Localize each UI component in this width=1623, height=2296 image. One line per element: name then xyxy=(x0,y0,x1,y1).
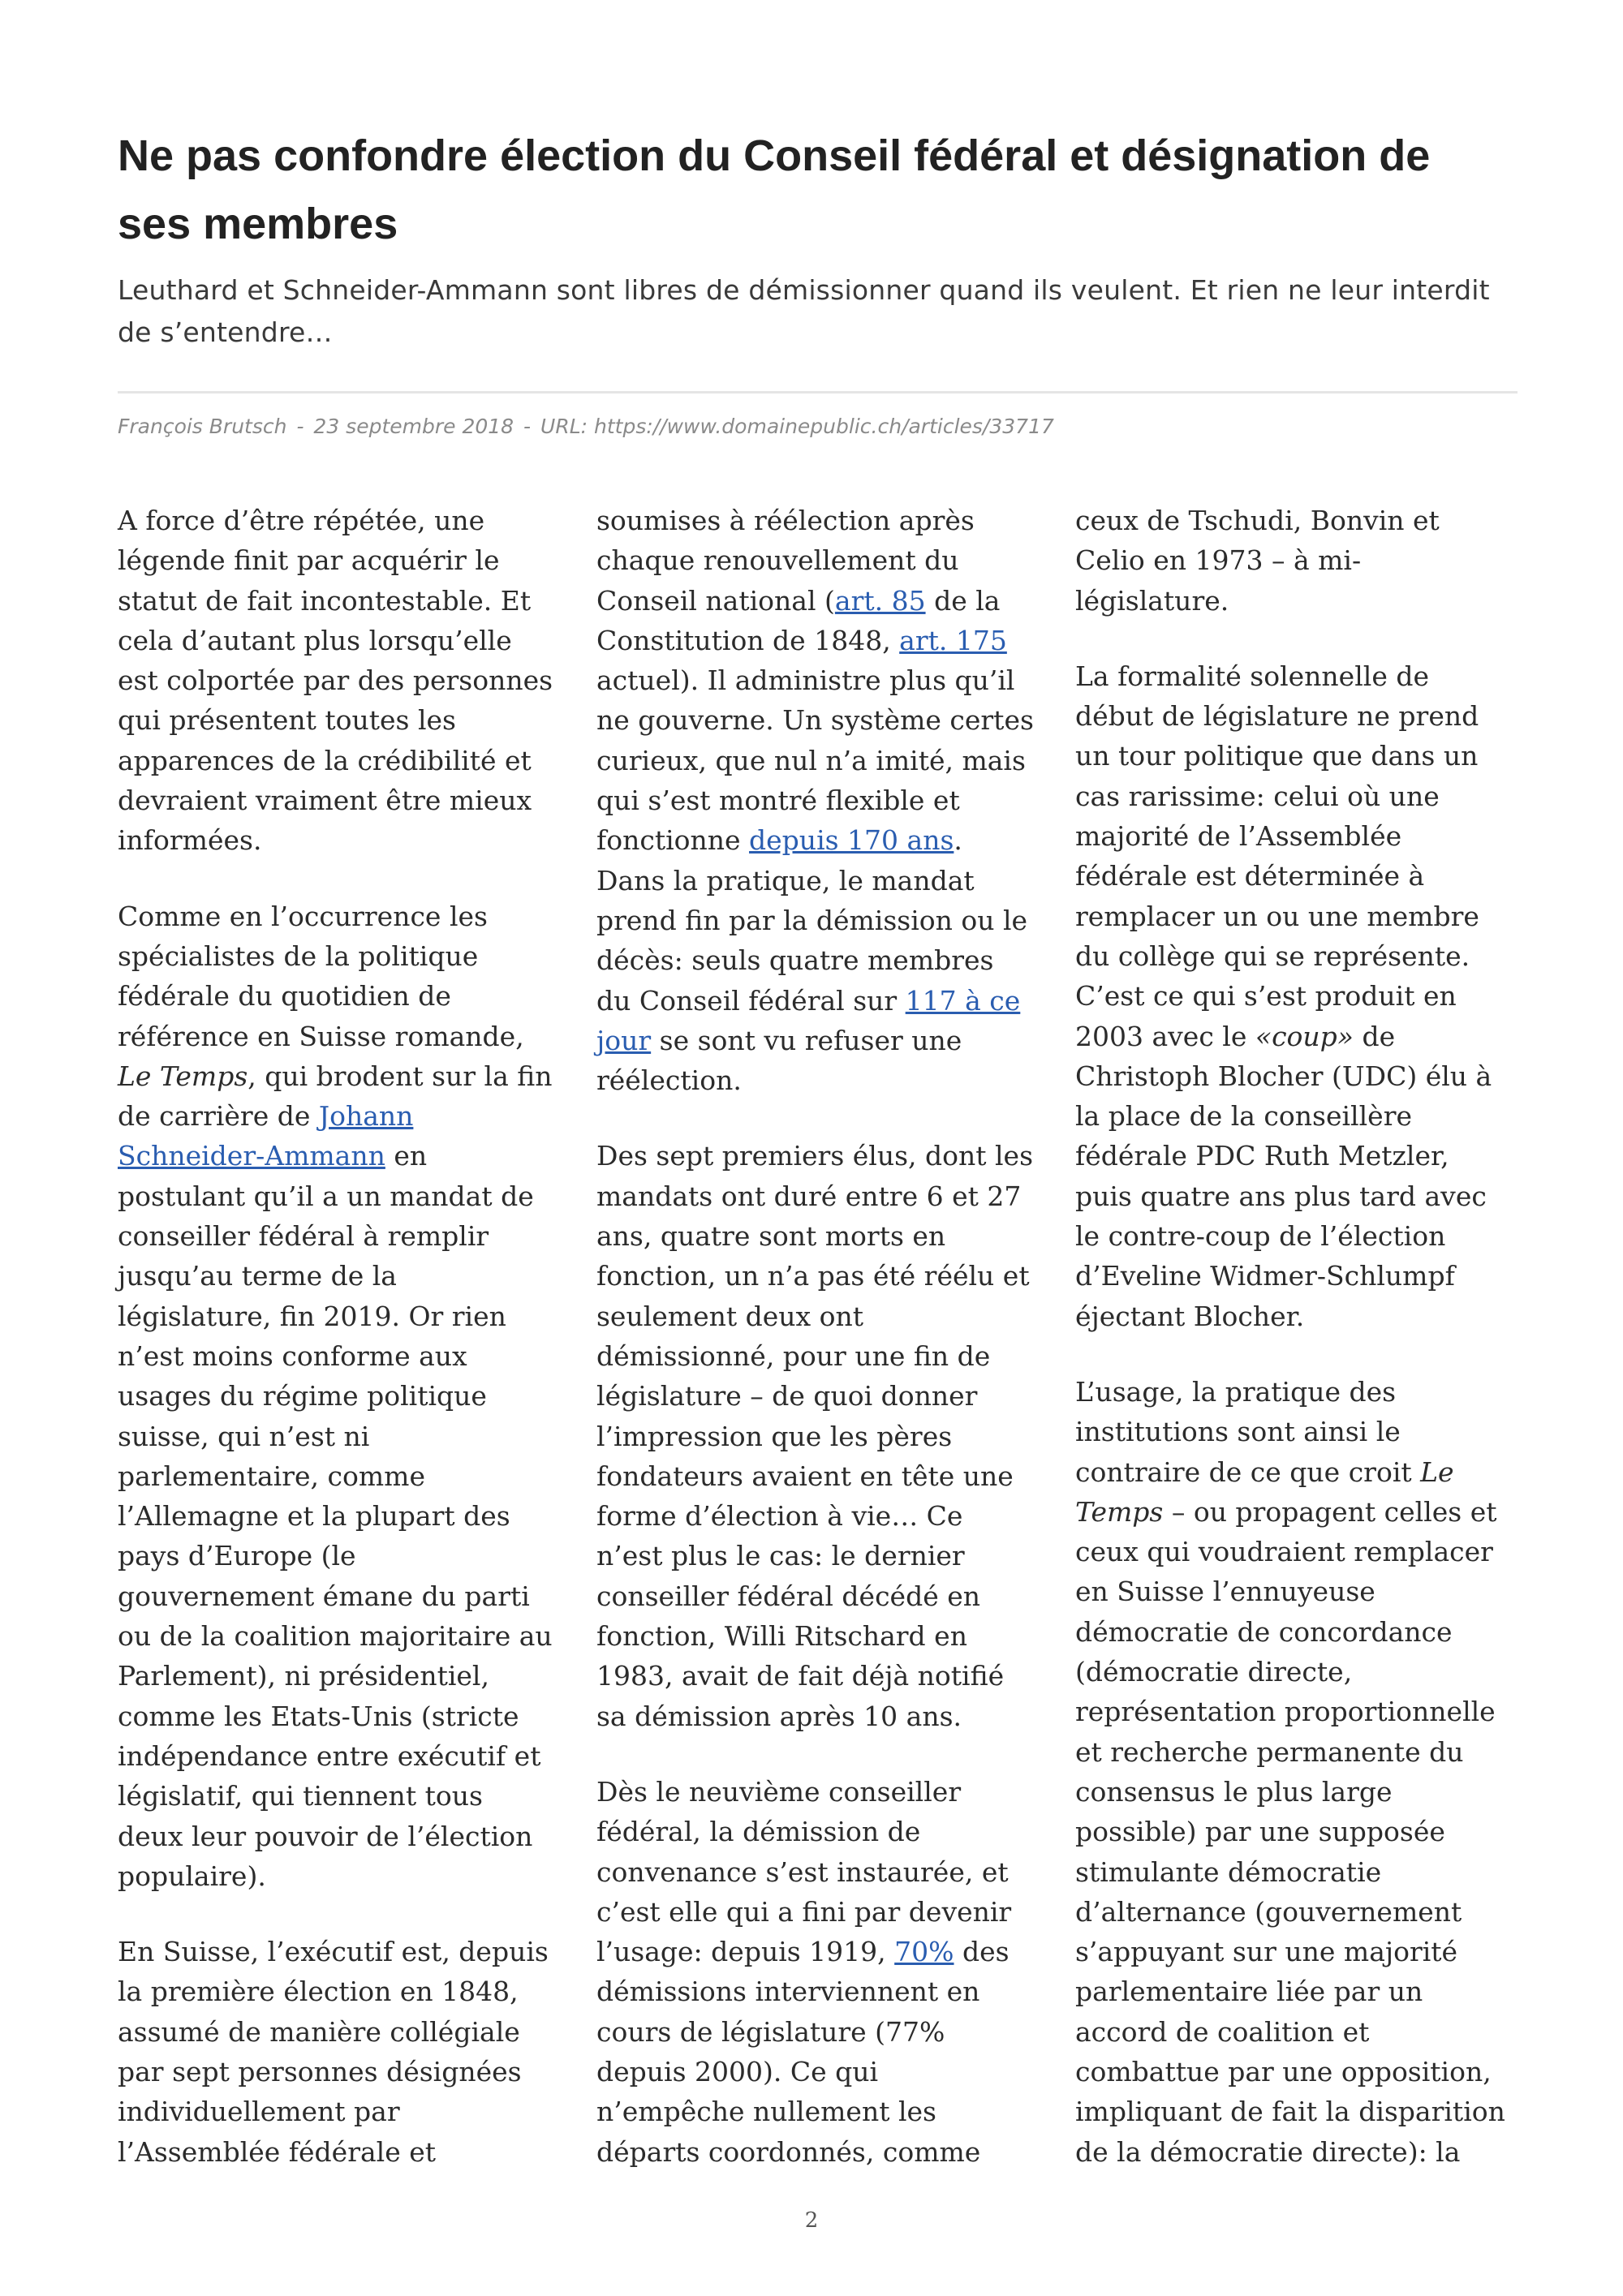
paragraph xyxy=(1075,1372,1513,2172)
link-art-85[interactable]: art. 85 xyxy=(834,584,926,617)
paragraph xyxy=(596,1772,1035,2172)
article-title: Ne pas confondre élection du Conseil fédéral et désignation de ses membres xyxy=(118,131,1431,248)
body-column-1 xyxy=(118,501,556,2188)
paragraph-text: actuel). Il administre plus qu’il ne gouverne. Un système certes curieux, que nul n’a imité, mais qui s’est montré flexible et fonctionne xyxy=(596,664,1034,857)
byline-author: François Brutsch xyxy=(118,415,287,438)
paragraph xyxy=(596,501,1035,1100)
article-header xyxy=(118,122,1513,354)
paragraph xyxy=(1075,501,1513,621)
paragraph-text: ceux de Tschudi, Bonvin et Celio en 1973 – à mi-législature. xyxy=(1075,505,1440,617)
article-byline xyxy=(118,412,1054,441)
emphasis-coup: «coup» xyxy=(1255,1020,1354,1052)
byline-date: 23 septembre 2018 xyxy=(313,415,514,438)
link-117-a-ce-jour[interactable]: 117 à ce jour xyxy=(596,984,1021,1056)
paragraph xyxy=(118,896,556,1896)
paragraph-text: des démissions interviennent en cours de législature (77% depuis 2000). Ce qui n’empêche nullement les départs coordonnés, comme xyxy=(596,1936,1010,2168)
newspaper-name: Le Temps xyxy=(118,1060,248,1092)
paragraph-text: de la Constitution de 1848, xyxy=(596,584,1001,656)
paragraph-text: . Dans la pratique, le mandat prend fin par la démission ou le décès: seuls quatre membres du Conseil fédéral sur xyxy=(596,824,1028,1017)
header-divider xyxy=(118,391,1518,393)
paragraph-text: soumises à réélection après chaque renouvellement du Conseil national ( xyxy=(596,505,975,617)
link-70-percent[interactable]: 70% xyxy=(894,1936,954,1968)
page-number: 2 xyxy=(804,2208,819,2233)
paragraph-text: Comme en l’occurrence les spécialistes de la politique fédérale du quotidien de référence en Suisse romande, xyxy=(118,900,524,1052)
paragraph xyxy=(596,1136,1035,1735)
paragraph xyxy=(1075,656,1513,1336)
article-subtitle: Leuthard et Schneider-Ammann sont libres de démissionner quand ils veulent. Et rien ne leur interdit de s’entendre… xyxy=(118,274,1490,348)
paragraph-text: En Suisse, l’exécutif est, depuis la première élection en 1848, assumé de manière collégiale par sept personnes désignées individuellement par l’Assemblée fédérale et xyxy=(118,1936,549,2168)
paragraph-text: L’usage, la pratique des institutions sont ainsi le contraire de ce que croit xyxy=(1075,1375,1421,1488)
link-depuis-170-ans[interactable]: depuis 170 ans xyxy=(749,824,954,857)
paragraph xyxy=(118,501,556,861)
paragraph xyxy=(118,1932,556,2172)
paragraph-text: A force d’être répétée, une légende finit par acquérir le statut de fait incontestable. Et cela d’autant plus lorsqu’elle est colportée par des personnes qui présentent toutes les apparences de la crédibilité et devraient vraiment être mieux informées. xyxy=(118,505,553,857)
byline-url: URL: https://www.domainepublic.ch/articles/33717 xyxy=(540,415,1054,438)
byline-separator: - xyxy=(523,415,532,438)
paragraph-text: – ou propagent celles et ceux qui voudraient remplacer en Suisse l’ennuyeuse démocratie de concordance (démocratie directe, représentation proportionnelle et recherche permanente du consensus le plus large possible) par une supposée stimulante démocratie d’alternance (gouvernement s’appuyant sur une majorité parlementaire liée par un accord de coalition et combattue par une opposition, impliquant de fait la disparition de la démocratie directe): la xyxy=(1075,1495,1505,2168)
paragraph-text: , qui brodent sur la fin de carrière de xyxy=(118,1060,553,1133)
newspaper-name: Le Temps xyxy=(1075,1455,1454,1528)
paragraph-text: La formalité solennelle de début de législature ne prend un tour politique que dans un cas rarissime: celui où une majorité de l’Assemblée fédérale est déterminée à remplacer un ou une membre du collège qui se représente. C’est ce qui s’est produit en 2003 avec le xyxy=(1075,660,1479,1052)
paragraph-text: de Christoph Blocher (UDC) élu à la place de la conseillère fédérale PDC Ruth Metzler, puis quatre ans plus tard avec le contre-coup de l’élection d’Eveline Widmer-Schlumpf éjectant Blocher. xyxy=(1075,1020,1492,1332)
paragraph-text: Dès le neuvième conseiller fédéral, la démission de convenance s’est instaurée, et c’est elle qui a fini par devenir l’usage: depuis 1919, xyxy=(596,1775,1012,1968)
paragraph-text: se sont vu refuser une réélection. xyxy=(596,1024,962,1097)
body-column-3 xyxy=(1075,501,1513,2188)
link-schneider-ammann[interactable]: Johann Schneider-Ammann xyxy=(118,1100,414,1172)
paragraph-text: Des sept premiers élus, dont les mandats ont duré entre 6 et 27 ans, quatre sont morts en fonction, un n’a pas été réélu et seulement deux ont démissionné, pour une fin de législature – de quoi donner l’impression que les pères fondateurs avaient en tête une forme d’élection à vie… Ce n’est plus le cas: le dernier conseiller fédéral décédé en fonction, Willi Ritschard en 1983, avait de fait déjà notifié sa démission après 10 ans. xyxy=(596,1140,1034,1732)
link-art-175[interactable]: art. 175 xyxy=(899,624,1007,656)
byline-separator: - xyxy=(296,415,304,438)
article-body xyxy=(118,501,1513,2188)
paragraph-text: en postulant qu’il a un mandat de conseiller fédéral à remplir jusqu’au terme de la législature, fin 2019. Or rien n’est moins conforme aux usages du régime politique suisse, qui n’est ni parlementaire, comme l’Allemagne et la plupart des pays d’Europe (le gouvernement émane du parti ou de la coalition majoritaire au Parlement), ni présidentiel, comme les Etats-Unis (stricte indépendance entre exécutif et législatif, qui tiennent tous deux leur pouvoir de l’élection populaire). xyxy=(118,1140,553,1892)
body-column-2 xyxy=(596,501,1035,2188)
